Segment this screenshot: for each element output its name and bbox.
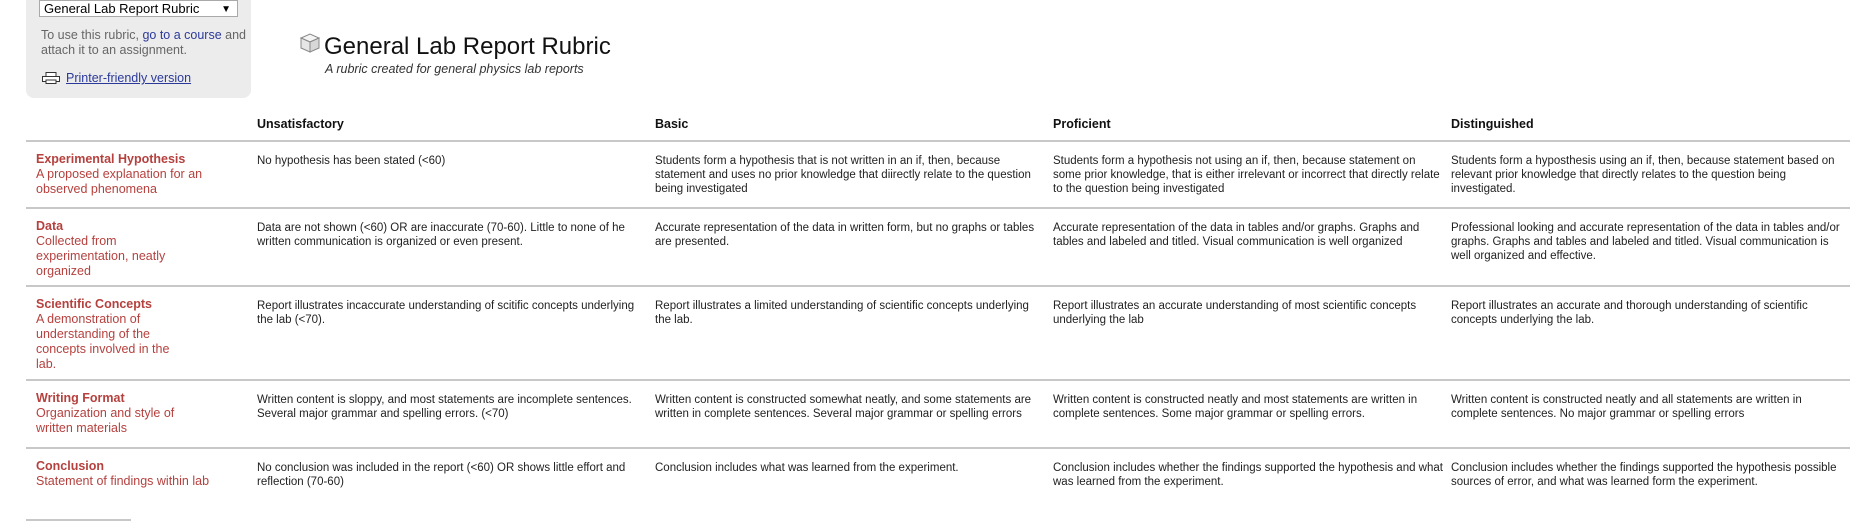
rating-cell-basic: Students form a hypothesis that is not written in an if, then, because statement and uses no prior knowledge that diirectly relate to the question being investigated [655, 155, 1031, 195]
rubric-cube-icon [299, 33, 321, 53]
usage-text-suffix: and attach it to an assignment. [41, 28, 246, 57]
criterion [36, 297, 211, 372]
criterion [36, 391, 211, 436]
rating-cell-basic: Written content is constructed somewhat neatly, and some statements are written in complete sentences. Several major grammar or spelling errors [655, 394, 1032, 420]
rating-cell-unsatisfactory: No hypothesis has been stated (<60) [257, 155, 446, 167]
rating-cell-distinguished: Professional looking and accurate representation of the data in tables and/or graphs. Graphs and tables and labeled and titled. Visual communication is well organized and effective. [1451, 222, 1840, 262]
rubric-select-value: General Lab Report Rubric [44, 1, 200, 16]
column-header-basic: Basic [655, 117, 689, 131]
rating-cell-basic: Accurate representation of the data in written form, but no graphs or tables are presented. [655, 222, 1035, 248]
rubric-side-panel [26, 0, 251, 98]
page-title: General Lab Report Rubric [324, 33, 611, 60]
criterion [36, 459, 211, 489]
usage-text-prefix: To use this rubric, [41, 28, 143, 42]
rating-cell-proficient: Accurate representation of the data in tables and/or graphs. Graphs and tables and labeled and titled. Visual communication is well organized [1053, 222, 1420, 248]
column-header-proficient: Proficient [1053, 117, 1111, 131]
rubric-row-conclusion [26, 447, 1850, 517]
rating-cell-unsatisfactory: Data are not shown (<60) OR are inaccurate (70-60). Little to none of he written communication is organized or even present. [257, 222, 625, 248]
go-to-course-link[interactable]: go to a course [142, 28, 222, 42]
criterion-name: Writing Format [36, 391, 125, 405]
rating-cell-distinguished: Students form a hyposthesis using an if, then, because statement based on relevant prior knowledge that directly relates to the question being investigated. [1451, 155, 1835, 195]
criterion [36, 219, 211, 279]
rating-cell-distinguished: Report illustrates an accurate and thorough understanding of scientific concepts underlying the lab. [1451, 300, 1808, 326]
rating-cell-unsatisfactory: No conclusion was included in the report (<60) OR shows little effort and reflection (70-60) [257, 462, 626, 488]
rating-cell-basic: Conclusion includes what was learned from the experiment. [655, 462, 959, 474]
rating-cell-proficient: Students form a hypothesis not using an if, then, because statement on some prior knowledge, that is either irrelevant or incorrect that directly relate to the question being investigated [1053, 155, 1440, 195]
rating-cell-basic: Report illustrates a limited understanding of scientific concepts underlying the lab. [655, 300, 1029, 326]
rubric-row-writing-format [26, 379, 1850, 449]
usage-instructions [41, 28, 246, 58]
criterion-description: Organization and style of written materials [36, 406, 175, 435]
printer-icon [42, 72, 60, 84]
page-subtitle: A rubric created for general physics lab reports [325, 62, 584, 76]
rating-cell-distinguished: Written content is constructed neatly and all statements are written in complete sentences. No major grammar or spelling errors [1451, 394, 1802, 420]
rubric-row-data [26, 207, 1850, 287]
rubric-select[interactable] [39, 0, 238, 17]
rating-cell-unsatisfactory: Written content is sloppy, and most statements are incomplete sentences. Several major grammar and spelling errors. (<70) [257, 394, 632, 420]
rating-cell-proficient: Report illustrates an accurate understanding of most scientific concepts underlying the lab [1053, 300, 1417, 326]
criterion [36, 152, 211, 197]
column-header-distinguished: Distinguished [1451, 117, 1534, 131]
dropdown-arrow-icon: ▼ [221, 4, 231, 15]
rating-cell-unsatisfactory: Report illustrates incaccurate understanding of scitific concepts underlying the lab (<70). [257, 300, 635, 326]
rating-cell-proficient: Written content is constructed neatly and most statements are written in complete sentences. Some major grammar or spelling errors. [1053, 394, 1418, 420]
criterion-description: A demonstration of understanding of the concepts involved in the lab. [36, 312, 170, 371]
criterion-name: Scientific Concepts [36, 297, 152, 311]
criterion-name: Experimental Hypothesis [36, 152, 186, 166]
rating-cell-distinguished: Conclusion includes whether the findings supported the hypothesis possible sources of error, and what was learned form the experiment. [1451, 462, 1837, 488]
criterion-description: A proposed explanation for an observed phenomena [36, 167, 203, 196]
criterion-name: Data [36, 219, 64, 233]
column-header-unsatisfactory: Unsatisfactory [257, 117, 344, 131]
criterion-description: Collected from experimentation, neatly organized [36, 234, 166, 278]
rating-cell-proficient: Conclusion includes whether the findings supported the hypothesis and what was learned from the experiment. [1053, 462, 1443, 488]
rubric-row-experimental-hypothesis [26, 140, 1850, 209]
rubric-row-scientific-concepts [26, 285, 1850, 381]
criterion-description: Statement of findings within lab [36, 474, 210, 488]
printer-friendly-label: Printer-friendly version [66, 71, 192, 85]
printer-friendly-link[interactable] [42, 71, 191, 85]
criterion-name: Conclusion [36, 459, 105, 473]
